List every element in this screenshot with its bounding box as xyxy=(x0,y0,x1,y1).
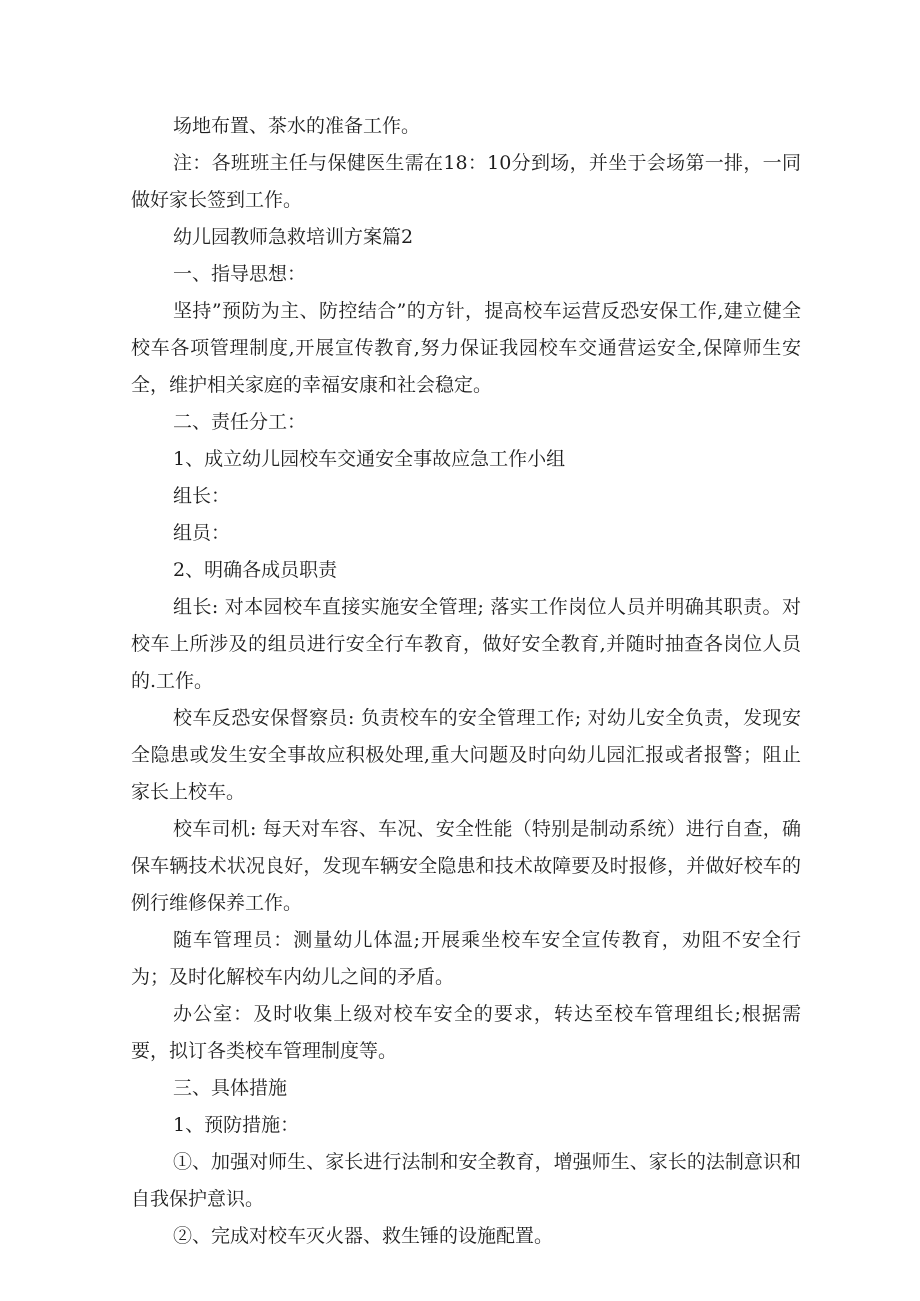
item-team-leader: 组长： xyxy=(173,485,231,507)
paragraph-measure-1: ①、加强对师生、家长进行法制和安全教育，增强师生、家长的法制意识和自我保护意识。 xyxy=(131,1151,801,1210)
heading-guiding-ideology: 一、指导思想： xyxy=(173,263,307,285)
item-establish-team: 1、成立幼儿园校车交通安全事故应急工作小组 xyxy=(173,448,566,470)
paragraph-venue-preparation: 场地布置、茶水的准备工作。 xyxy=(173,115,421,137)
item-preventive-measures: 1、预防措施： xyxy=(173,1114,300,1136)
item-team-members: 组员： xyxy=(173,522,231,544)
paragraph-inspector-duty: 校车反恐安保督察员: 负责校车的安全管理工作; 对幼儿安全负责，发现安全隐患或发生安全事故应积极处理,重大问题及时向幼儿园汇报或者报警；阻止家长上校车。 xyxy=(131,707,801,803)
paragraph-measure-2: ②、完成对校车灭火器、救生锤的设施配置。 xyxy=(173,1225,554,1247)
paragraph-leader-duty: 组长: 对本园校车直接实施安全管理; 落实工作岗位人员并明确其职责。对校车上所涉及的组员进行安全行车教育，做好安全教育,并随时抽查各岗位人员的.工作。 xyxy=(131,596,801,692)
item-clarify-duties: 2、明确各成员职责 xyxy=(173,559,338,581)
paragraph-attendant-duty: 随车管理员：测量幼儿体温;开展乘坐校车安全宣传教育，劝阻不安全行为；及时化解校车内幼儿之间的矛盾。 xyxy=(131,929,801,988)
heading-specific-measures: 三、具体措施 xyxy=(173,1077,288,1099)
paragraph-guiding-ideology: 坚持”预防为主、防控结合”的方针，提高校车运营反恐安保工作,建立健全校车各项管理制度,开展宣传教育,努力保证我园校车交通营运安全,保障师生安全，维护相关家庭的幸福安康和社会稳定。 xyxy=(131,300,801,396)
section-title-plan-2: 幼儿园教师急救培训方案篇2 xyxy=(173,226,414,248)
heading-responsibility: 二、责任分工： xyxy=(173,411,307,433)
paragraph-note-teachers: 注：各班班主任与保健医生需在18：10分到场，并坐于会场第一排，一同做好家长签到工作。 xyxy=(131,152,801,211)
paragraph-office-duty: 办公室：及时收集上级对校车安全的要求，转达至校车管理组长;根据需要，拟订各类校车管理制度等。 xyxy=(131,1003,801,1062)
document-body xyxy=(131,108,801,1255)
paragraph-driver-duty: 校车司机: 每天对车容、车况、安全性能（特别是制动系统）进行自查，确保车辆技术状况良好，发现车辆安全隐患和技术故障要及时报修，并做好校车的例行维修保养工作。 xyxy=(131,818,801,914)
